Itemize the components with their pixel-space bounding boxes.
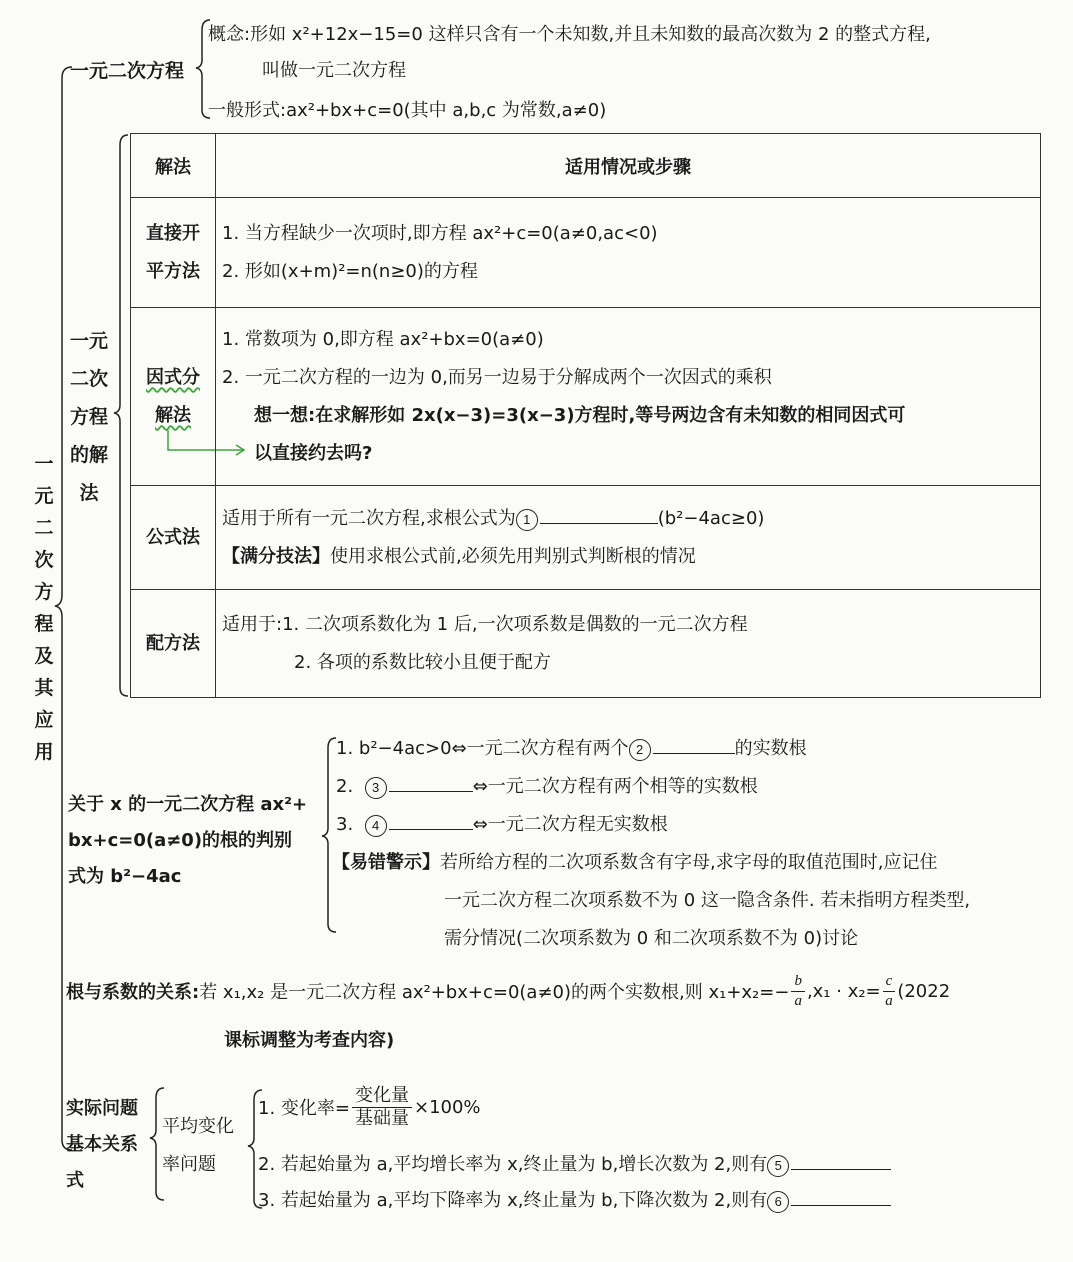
answer-blank-6[interactable] xyxy=(791,1205,891,1206)
applies-item-1: 1. 二次项系数化为 1 后,一次项系数是偶数的一元二次方程 xyxy=(282,613,748,635)
disc-item-3-text: ⇔一元二次方程无实数根 xyxy=(472,814,668,835)
sec3-brace xyxy=(322,738,336,932)
method-formula: 公式法 xyxy=(131,486,216,590)
steps-complete-square xyxy=(216,590,1041,698)
answer-blank-2[interactable] xyxy=(653,753,735,754)
methods-table xyxy=(130,133,1041,698)
sub-title-1: 平均变化 xyxy=(162,1116,234,1137)
sec2-title: 一元二次方程的解法 xyxy=(69,330,108,504)
table-row xyxy=(131,198,1041,308)
applies-prefix: 适用于: xyxy=(222,613,283,635)
blank-number: 5 xyxy=(767,1155,789,1177)
header-steps: 适用情况或步骤 xyxy=(216,134,1041,198)
method-factor: 因式分解法 xyxy=(131,308,216,486)
tip-text: 使用求根公式前,必须先用判别式判断根的情况 xyxy=(330,545,696,567)
sec3-title-2: bx+c=0(a≠0)的根的判别 xyxy=(68,830,293,851)
table-row xyxy=(131,308,1041,486)
fraction-change-over-base xyxy=(352,1085,412,1130)
disc-item-2 xyxy=(336,772,758,799)
answer-blank-5[interactable] xyxy=(791,1169,891,1170)
warn-line-3: 需分情况(二次项系数为 0 和二次项系数不为 0)讨论 xyxy=(444,928,859,949)
sec2-brace xyxy=(114,135,128,696)
disc-item-1-text: 1. b²−4ac>0⇔一元二次方程有两个 xyxy=(336,738,629,759)
rate-item-2 xyxy=(258,1150,891,1177)
sec3-title-3: 式为 b²−4ac xyxy=(68,866,182,887)
method-direct: 直接开平方法 xyxy=(131,198,216,308)
warn-text-1: 若所给方程的二次项系数含有字母,求字母的取值范围时,应记住 xyxy=(440,852,938,873)
rate-item-1 xyxy=(258,1082,481,1132)
formula-cond: (b²−4ac≥0) xyxy=(657,507,765,529)
warn-line-1 xyxy=(332,848,937,874)
tip-label: 【满分技法】 xyxy=(222,545,330,567)
answer-blank-1[interactable] xyxy=(540,523,658,524)
root-title: 一元二次方程及其应用 xyxy=(34,453,54,763)
think-text-2: 以直接约去吗? xyxy=(254,442,373,464)
warn-label: 【易错警示】 xyxy=(332,852,440,873)
header-method: 解法 xyxy=(131,134,216,198)
fraction-b-over-a xyxy=(791,972,805,1011)
answer-blank-3[interactable] xyxy=(389,791,473,792)
general-line xyxy=(208,96,606,122)
steps-direct xyxy=(216,198,1041,308)
blank-number: 4 xyxy=(365,815,387,837)
concept-line-2: 叫做一元二次方程 xyxy=(262,60,406,81)
sec1-title: 一元二次方程 xyxy=(70,60,185,82)
disc-item-1-tail: 的实数根 xyxy=(734,738,807,759)
table-header-row xyxy=(131,134,1041,198)
think-text: 想一想:在求解形如 2x(x−3)=3(x−3)方程时,等号两边含有未知数的相同因式可 xyxy=(254,404,906,426)
vieta-text: 若 x₁,x₂ 是一元二次方程 ax²+bx+c=0(a≠0)的两个实数根,则 x₁+x₂=− xyxy=(199,982,790,1003)
list-item: 1. 当方程缺少一次项时,即方程 ax²+c=0(a≠0,ac<0) xyxy=(222,222,658,244)
blank-number: 1 xyxy=(516,509,538,531)
rate-item-2-text: 2. 若起始量为 a,平均增长率为 x,终止量为 b,增长次数为 2,则有 xyxy=(258,1154,768,1175)
frac-num: 变化量 xyxy=(352,1085,412,1108)
vieta-label: 根与系数的关系: xyxy=(66,982,200,1003)
disc-item-1 xyxy=(336,734,807,761)
warn-line-2: 一元二次方程二次项系数不为 0 这一隐含条件. 若未指明方程类型, xyxy=(444,890,971,911)
frac-num: b xyxy=(791,972,805,992)
steps-formula xyxy=(216,486,1041,590)
frac-num: c xyxy=(883,972,896,992)
rate-item-3-text: 3. 若起始量为 a,平均下降率为 x,终止量为 b,下降次数为 2,则有 xyxy=(258,1190,768,1211)
rate-item-1-tail: ×100% xyxy=(413,1096,481,1118)
list-item: 2. 形如(x+m)²=n(n≥0)的方程 xyxy=(222,260,478,282)
tip-line xyxy=(222,538,1040,576)
list-item xyxy=(222,606,1040,644)
answer-blank-4[interactable] xyxy=(389,829,473,830)
vieta-line-2: 课标调整为考查内容) xyxy=(224,1030,395,1051)
rate-item-3 xyxy=(258,1186,891,1213)
vieta-mid: ,x₁ · x₂= xyxy=(806,980,881,1002)
disc-item-3 xyxy=(336,810,668,837)
blank-number: 2 xyxy=(629,739,651,761)
sec5-title-3: 式 xyxy=(66,1170,84,1191)
method-complete-square: 配方法 xyxy=(131,590,216,698)
rate-item-1-text: 1. 变化率= xyxy=(258,1098,350,1119)
frac-den: a xyxy=(794,992,802,1009)
general-label: 一般形式: xyxy=(208,100,287,121)
list-item: 2. 一元二次方程的一边为 0,而另一边易于分解成两个一次因式的乘积 xyxy=(222,366,772,388)
frac-den: 基础量 xyxy=(354,1107,409,1129)
sec5-brace-outer xyxy=(150,1088,164,1200)
sec3-title-1: 关于 x 的一元二次方程 ax²+ xyxy=(68,794,308,815)
concept-line xyxy=(208,20,931,46)
sec5-title-2: 基本关系 xyxy=(66,1134,138,1155)
vieta-tail: (2022 xyxy=(897,980,951,1002)
disc-item-2-no: 2. xyxy=(336,776,354,797)
disc-item-2-text: ⇔一元二次方程有两个相等的实数根 xyxy=(472,776,758,797)
disc-item-3-no: 3. xyxy=(336,814,354,835)
fraction-c-over-a xyxy=(883,972,896,1011)
blank-number: 3 xyxy=(365,777,387,799)
general-text: ax²+bx+c=0(其中 a,b,c 为常数,a≠0) xyxy=(286,100,607,121)
table-row xyxy=(131,486,1041,590)
concept-text: 形如 x²+12x−15=0 这样只含有一个未知数,并且未知数的最高次数为 2 的整式方程, xyxy=(250,24,931,45)
formula-text: 适用于所有一元二次方程,求根公式为 xyxy=(222,507,516,529)
concept-label: 概念: xyxy=(208,24,251,45)
sec5-title-1: 实际问题 xyxy=(66,1098,138,1119)
blank-number: 6 xyxy=(767,1191,789,1213)
frac-den: a xyxy=(885,992,893,1009)
list-item: 2. 各项的系数比较小且便于配方 xyxy=(294,651,551,673)
sub-title-2: 率问题 xyxy=(162,1154,216,1175)
vieta-line xyxy=(66,968,950,1014)
list-item: 1. 常数项为 0,即方程 ax²+bx=0(a≠0) xyxy=(222,328,544,350)
table-row xyxy=(131,590,1041,698)
steps-factor xyxy=(216,308,1041,486)
formula-line xyxy=(222,500,1040,538)
